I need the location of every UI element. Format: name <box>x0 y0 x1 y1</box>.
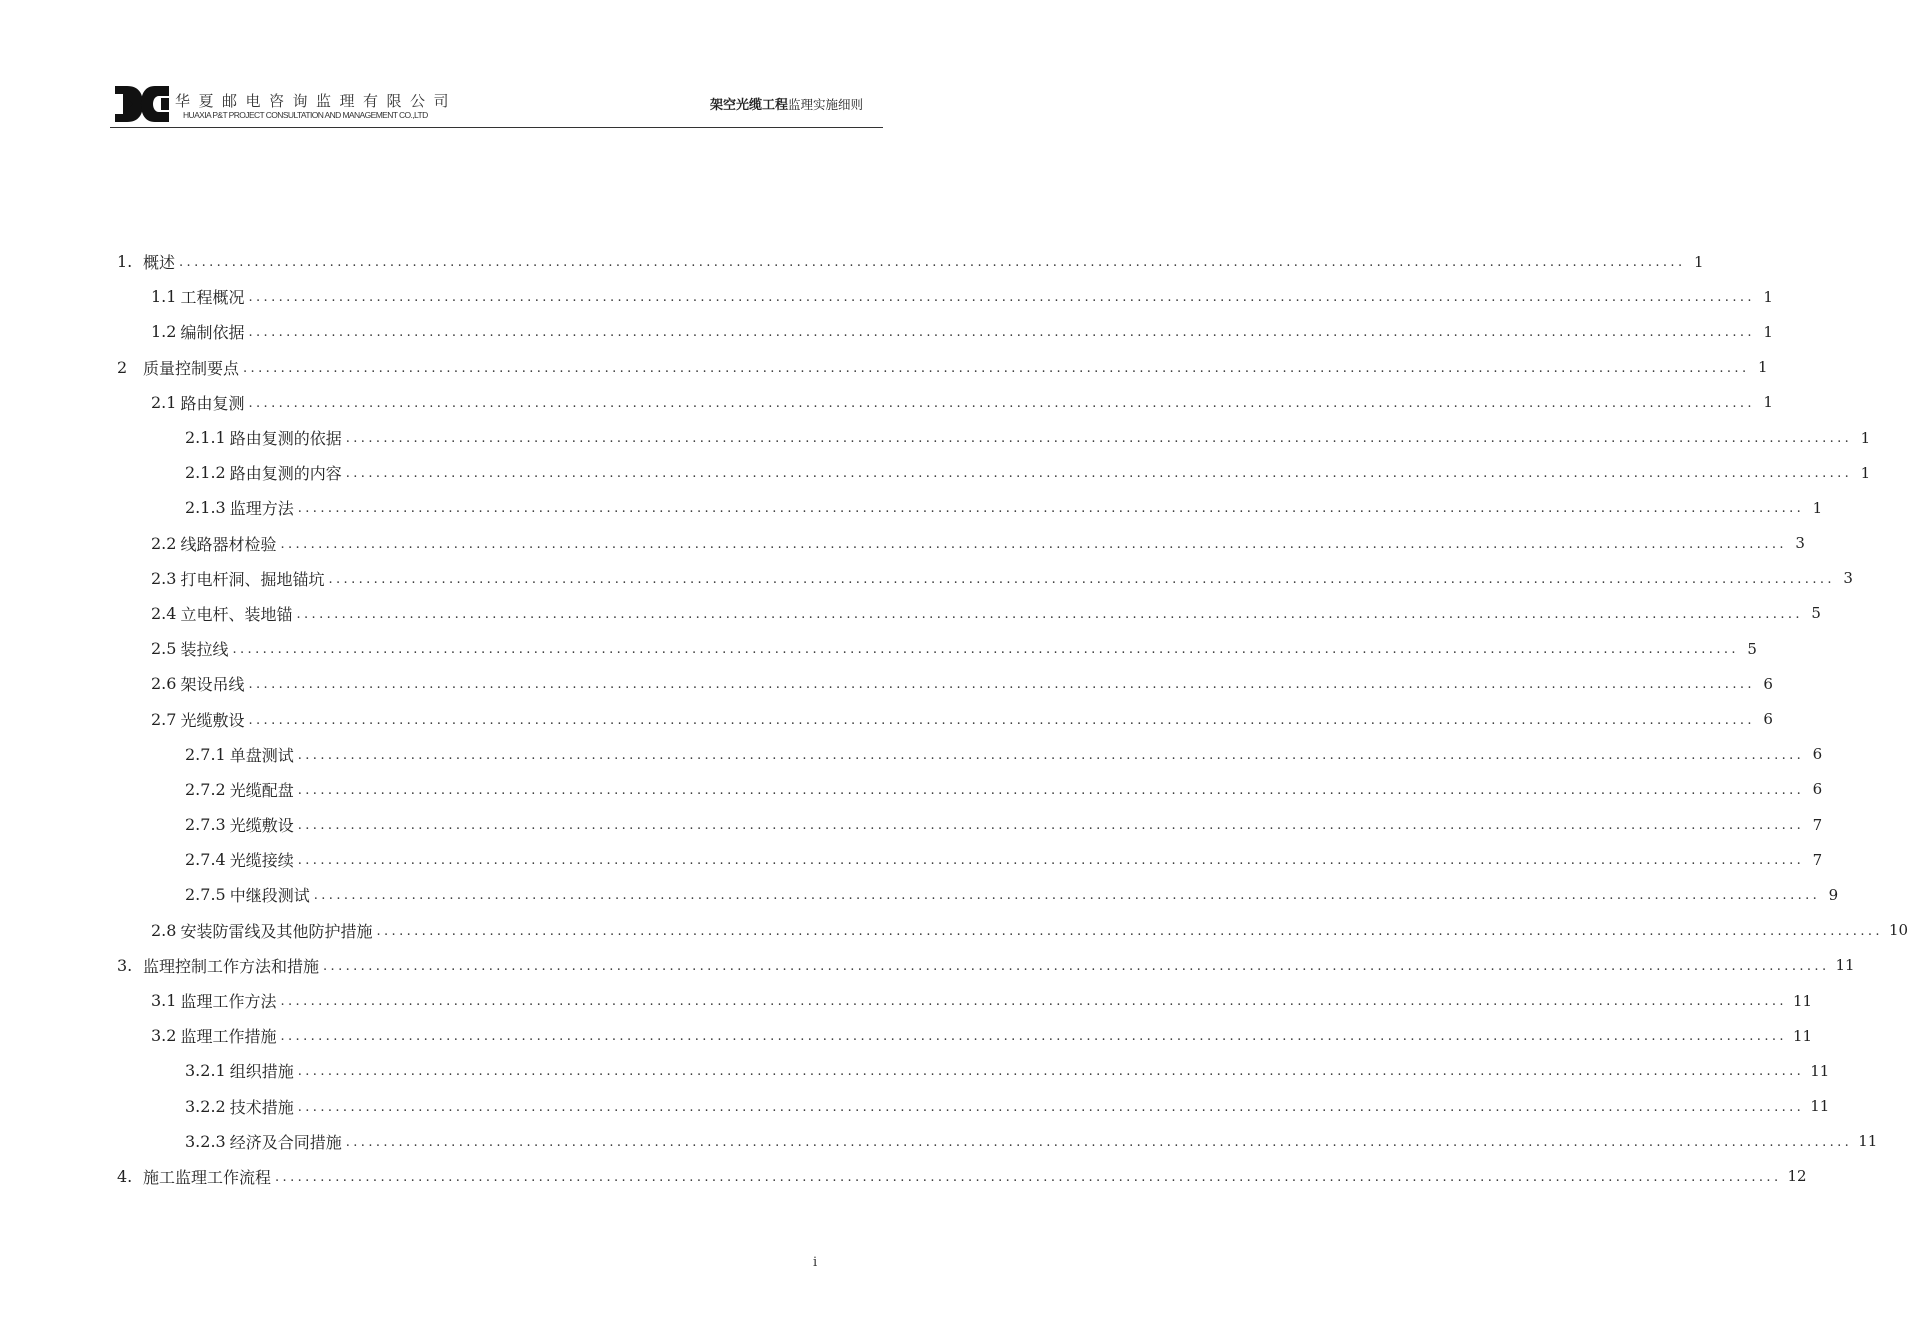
toc-entry-number: 1.2 <box>151 322 177 342</box>
toc-entry-number: 1. <box>117 252 133 272</box>
company-name-en: HUAXIA P&T PROJECT CONSULTATION AND MANAGEMENT CO.,LTD <box>183 110 428 120</box>
toc-entry-page: 6 <box>1812 745 1823 764</box>
toc-entry-title: 监理工作措施 <box>180 1027 277 1047</box>
toc-dot-leader: ........................................................................................................................................................................................................ <box>297 853 1805 869</box>
toc-entry-page: 1 <box>1860 463 1871 482</box>
toc-entry[interactable] <box>117 1159 1807 1194</box>
toc-entry-number: 2.7 <box>151 709 177 729</box>
toc-dot-leader: ........................................................................................................................................................................................................ <box>280 536 1787 552</box>
toc-entry[interactable] <box>117 244 1704 279</box>
toc-entry[interactable] <box>117 490 1823 525</box>
toc-entry[interactable] <box>117 385 1773 420</box>
toc-entry-title: 工程概况 <box>180 288 245 308</box>
toc-entry-page: 11 <box>1792 1026 1813 1045</box>
toc-entry-page: 10 <box>1888 921 1908 940</box>
toc-entry-page: 11 <box>1835 956 1855 975</box>
toc-entry[interactable] <box>117 455 1871 490</box>
toc-entry-page: 11 <box>1810 1097 1830 1116</box>
toc-dot-leader: ........................................................................................................................................................................................................ <box>243 360 1750 376</box>
toc-entry-title: 监理方法 <box>229 499 294 519</box>
toc-dot-leader: ........................................................................................................................................................................................................ <box>297 747 1805 763</box>
toc-entry-number: 2.1.3 <box>185 498 226 518</box>
toc-entry-page: 6 <box>1763 674 1773 693</box>
toc-dot-leader: ........................................................................................................................................................................................................ <box>297 782 1805 798</box>
toc-dot-leader: ........................................................................................................................................................................................................ <box>280 1029 1787 1045</box>
toc-entry[interactable] <box>117 701 1773 736</box>
toc-entry[interactable] <box>117 772 1823 807</box>
toc-dot-leader: ........................................................................................................................................................................................................ <box>328 571 1835 587</box>
toc-entry-page: 6 <box>1812 780 1823 799</box>
toc-entry-number: 4. <box>117 1166 133 1186</box>
toc-dot-leader: ........................................................................................................................................................................................................ <box>297 818 1805 834</box>
toc-entry-number: 2.3 <box>151 568 177 588</box>
toc-entry-title: 概述 <box>143 253 176 273</box>
toc-dot-leader: ........................................................................................................................................................................................................ <box>248 290 1755 306</box>
toc-entry-title: 立电杆、装地锚 <box>180 604 293 624</box>
toc-entry-number: 3.1 <box>151 991 177 1011</box>
toc-dot-leader: ........................................................................................................................................................................................................ <box>323 958 1830 974</box>
toc-entry-number: 2.7.2 <box>185 779 226 799</box>
toc-dot-leader: ........................................................................................................................................................................................................ <box>248 712 1755 728</box>
toc-entry-number: 2.7.1 <box>185 744 226 764</box>
toc-entry-title: 打电杆洞、掘地锚坑 <box>180 569 325 589</box>
toc-entry-title: 路由复测的依据 <box>229 429 342 449</box>
toc-dot-leader: ........................................................................................................................................................................................................ <box>280 994 1787 1010</box>
toc-entry-number: 2.8 <box>151 920 177 940</box>
toc-entry-title: 技术措施 <box>229 1097 294 1117</box>
toc-entry-page: 5 <box>1747 639 1757 658</box>
toc-entry-page: 5 <box>1811 604 1821 623</box>
toc-entry-title: 光缆敷设 <box>180 710 245 730</box>
toc-dot-leader: ........................................................................................................................................................................................................ <box>376 923 1883 939</box>
toc-entry[interactable] <box>117 877 1839 912</box>
page-header <box>113 84 883 128</box>
toc-entry-title: 单盘测试 <box>229 745 294 765</box>
toc-entry[interactable] <box>117 1124 1878 1159</box>
toc-entry[interactable] <box>117 983 1813 1018</box>
toc-dot-leader: ........................................................................................................................................................................................................ <box>248 325 1755 341</box>
toc-entry-title: 施工监理工作流程 <box>143 1167 272 1187</box>
toc-entry-title: 质量控制要点 <box>143 358 240 378</box>
toc-entry-number: 1.1 <box>151 287 177 307</box>
toc-dot-leader: ........................................................................................................................................................................................................ <box>297 1064 1805 1080</box>
company-name-cn: 华夏邮电咨询监理有限公司 <box>175 92 458 110</box>
toc-entry-title: 路由复测 <box>180 393 245 413</box>
toc-entry-number: 2.2 <box>151 533 177 553</box>
toc-entry-title: 编制依据 <box>180 323 245 343</box>
toc-entry-title: 架设吊线 <box>180 675 245 695</box>
toc-dot-leader: ........................................................................................................................................................................................................ <box>345 466 1853 482</box>
toc-entry-number: 2.1.2 <box>185 463 226 483</box>
toc-entry[interactable] <box>117 631 1757 666</box>
toc-entry-page: 7 <box>1812 815 1823 834</box>
toc-entry[interactable] <box>117 737 1823 772</box>
dc-logo-icon <box>115 84 169 124</box>
toc-entry-number: 2.4 <box>151 603 177 623</box>
toc-dot-leader: ........................................................................................................................................................................................................ <box>248 395 1755 411</box>
toc-entry-page: 1 <box>1860 428 1871 447</box>
toc-entry[interactable] <box>117 526 1805 561</box>
toc-entry-number: 2.5 <box>151 639 177 659</box>
toc-dot-leader: ........................................................................................................................................................................................................ <box>345 431 1853 447</box>
toc-entry-page: 1 <box>1763 287 1773 306</box>
toc-entry-number: 3.2.2 <box>185 1096 226 1116</box>
toc-entry[interactable] <box>117 807 1823 842</box>
toc-entry[interactable] <box>117 1053 1830 1088</box>
toc-entry-number: 3.2.1 <box>185 1061 226 1081</box>
toc-entry-title: 中继段测试 <box>229 886 310 906</box>
toc-entry-title: 装拉线 <box>180 640 229 660</box>
header-divider <box>110 127 883 128</box>
toc-entry-title: 经济及合同措施 <box>229 1132 342 1152</box>
toc-entry-number: 2.7.3 <box>185 815 226 835</box>
document-title <box>710 94 863 113</box>
toc-entry[interactable] <box>117 596 1821 631</box>
toc-entry-page: 7 <box>1812 850 1823 869</box>
toc-entry-page: 1 <box>1763 393 1773 412</box>
toc-entry[interactable] <box>117 666 1773 701</box>
toc-dot-leader: ........................................................................................................................................................................................................ <box>313 888 1821 904</box>
toc-entry-number: 2.6 <box>151 674 177 694</box>
toc-entry[interactable] <box>117 1018 1813 1053</box>
toc-entry-number: 3. <box>117 955 133 975</box>
toc-entry-page: 1 <box>1693 252 1704 271</box>
table-of-contents <box>117 244 1908 1194</box>
toc-entry-title: 路由复测的内容 <box>229 464 342 484</box>
document-title-normal: 监理实施细则 <box>787 97 863 112</box>
toc-entry-page: 3 <box>1795 534 1805 553</box>
toc-entry[interactable] <box>117 948 1855 983</box>
toc-entry[interactable] <box>117 561 1853 596</box>
toc-dot-leader: ........................................................................................................................................................................................................ <box>297 1099 1805 1115</box>
toc-entry-title: 监理工作方法 <box>180 992 277 1012</box>
toc-entry-page: 12 <box>1787 1167 1807 1186</box>
toc-entry-page: 3 <box>1843 569 1853 588</box>
toc-entry-title: 组织措施 <box>229 1062 294 1082</box>
toc-dot-leader: ........................................................................................................................................................................................................ <box>345 1134 1853 1150</box>
toc-entry[interactable] <box>117 279 1773 314</box>
toc-entry-title: 线路器材检验 <box>180 534 277 554</box>
toc-dot-leader: ........................................................................................................................................................................................................ <box>275 1169 1782 1185</box>
toc-entry[interactable] <box>117 314 1773 349</box>
toc-entry-title: 光缆配盘 <box>229 780 294 800</box>
toc-dot-leader: ........................................................................................................................................................................................................ <box>296 606 1803 622</box>
toc-entry[interactable] <box>117 350 1768 385</box>
page-number: i <box>813 1255 818 1270</box>
toc-entry[interactable] <box>117 420 1871 455</box>
toc-entry-title: 光缆接续 <box>229 851 294 871</box>
toc-entry-number: 2.1.1 <box>185 428 226 448</box>
toc-entry-number: 2.7.5 <box>185 885 226 905</box>
toc-entry-page: 1 <box>1812 498 1823 517</box>
toc-entry-title: 安装防雷线及其他防护措施 <box>180 921 373 941</box>
toc-entry[interactable] <box>117 1089 1830 1124</box>
toc-entry[interactable] <box>117 842 1823 877</box>
toc-entry-page: 9 <box>1828 885 1839 904</box>
toc-entry-number: 3.2 <box>151 1026 177 1046</box>
toc-entry-page: 1 <box>1757 358 1768 377</box>
toc-entry-page: 11 <box>1810 1061 1830 1080</box>
toc-entry-page: 6 <box>1763 710 1773 729</box>
toc-entry-number: 2 <box>117 357 128 377</box>
toc-entry-title: 监理控制工作方法和措施 <box>143 956 320 976</box>
toc-entry-number: 2.1 <box>151 392 177 412</box>
toc-entry-page: 11 <box>1858 1132 1878 1151</box>
toc-dot-leader: ........................................................................................................................................................................................................ <box>179 255 1686 271</box>
toc-dot-leader: ........................................................................................................................................................................................................ <box>232 642 1739 658</box>
toc-dot-leader: ........................................................................................................................................................................................................ <box>248 677 1755 693</box>
toc-entry-number: 3.2.3 <box>185 1131 226 1151</box>
document-title-bold: 架空光缆工程 <box>709 98 788 113</box>
toc-dot-leader: ........................................................................................................................................................................................................ <box>297 501 1805 517</box>
toc-entry-number: 2.7.4 <box>185 850 226 870</box>
toc-entry[interactable] <box>117 913 1908 948</box>
toc-entry-page: 1 <box>1763 322 1773 341</box>
toc-entry-page: 11 <box>1792 991 1813 1010</box>
toc-entry-title: 光缆敷设 <box>229 816 294 836</box>
